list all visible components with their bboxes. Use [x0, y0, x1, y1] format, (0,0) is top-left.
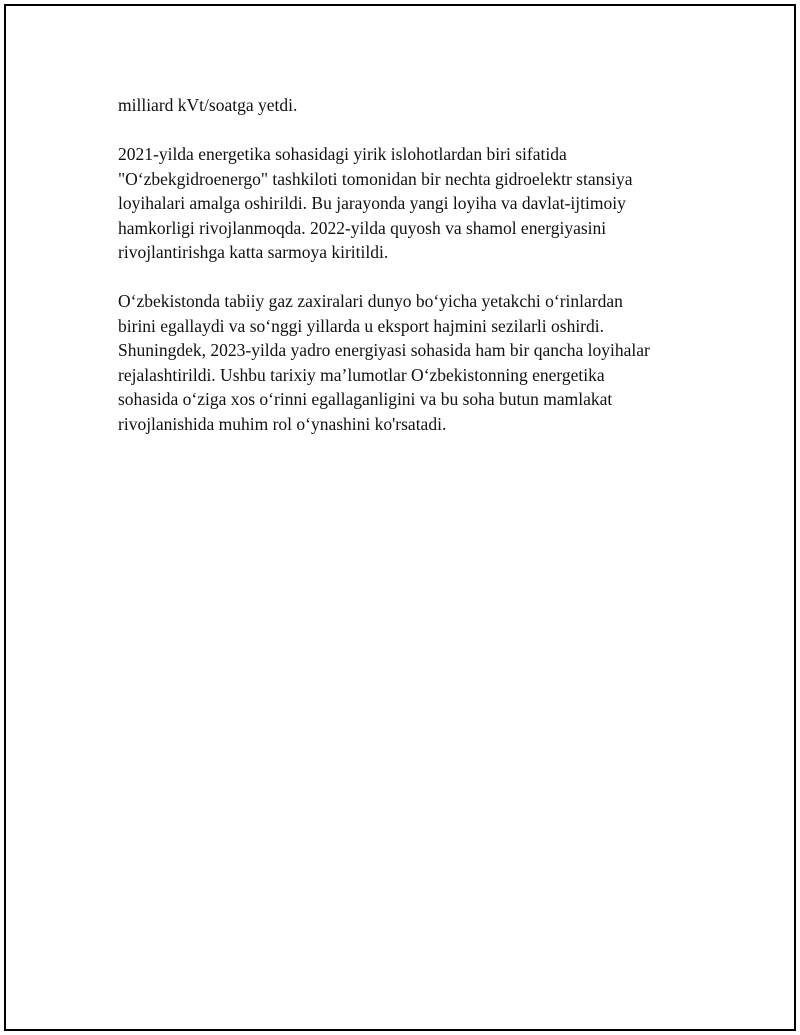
paragraph-2	[118, 142, 718, 265]
paragraph-line: "O‘zbekgidroenergo" tashkiloti tomonidan bir nechta gidroelektr stansiya	[118, 168, 633, 189]
paragraph-line: rejalashtirildi. Ushbu tarixiy ma’lumotlar O‘zbekistonning energetika	[118, 364, 605, 385]
paragraph-line: Shuningdek, 2023-yilda yadro energiyasi sohasida ham bir qancha loyihalar	[118, 340, 650, 360]
paragraph-line: birini egallaydi va so‘nggi yillarda u eksport hajmini sezilarli oshirdi.	[118, 315, 605, 336]
paragraph-line: O‘zbekistonda tabiiy gaz zaxiralari dunyo bo‘yicha yetakchi o‘rinlardan	[118, 291, 623, 311]
paragraph-line: hamkorligi rivojlanmoqda. 2022-yilda quyosh va shamol energiyasini	[118, 217, 607, 238]
paragraph-line: rivojlantirishga katta sarmoya kiritildi.	[118, 242, 389, 262]
paragraph-line: loyihalari amalga oshirildi. Bu jarayonda yangi loyiha va davlat-ijtimoiy	[118, 193, 626, 213]
document-body	[118, 93, 718, 461]
paragraph-line: rivojlanishida muhim rol o‘ynashini ko'rsatadi.	[118, 413, 447, 434]
paragraph-3	[118, 289, 718, 436]
paragraph-line: sohasida o‘ziga xos o‘rinni egallaganligini va bu soha butun mamlakat	[118, 389, 613, 409]
page-frame	[4, 4, 796, 1031]
paragraph-1	[118, 93, 718, 118]
paragraph-line: milliard kVt/soatga yetdi.	[118, 95, 298, 115]
paragraph-line: 2021-yilda energetika sohasidagi yirik islohotlardan biri sifatida	[118, 144, 567, 164]
